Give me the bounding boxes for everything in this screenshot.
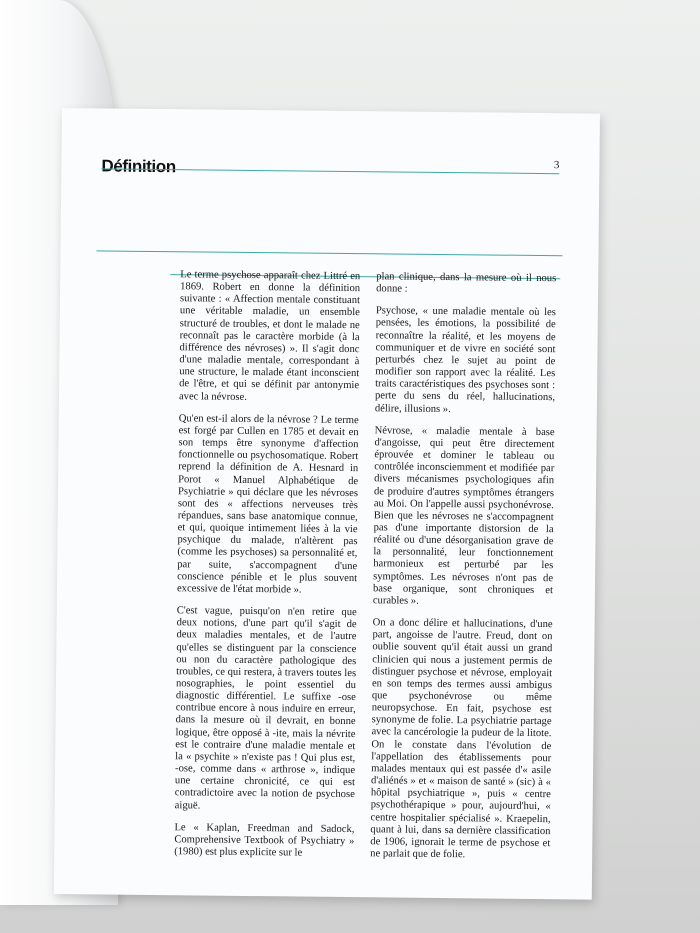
paragraph: plan clinique, dans la mesure où il nous donne : bbox=[376, 271, 557, 295]
paragraph: Qu'en est-il alors de la névrose ? Le terme est forgé par Cullen en 1785 et devait en son temps être synonyme d'affection fonctionnelle ou psychosomatique. Robert reprend la définition de A. Hesnard in Porot « Manuel Alphabétique de Psychiatrie » qui déclare que les névroses sont des « affections nerveuses très répandues, sans base anatomique connue, et qui, quoique intimement liées à la vie psychique du malade, n'altèrent pas (comme les psychoses) sa personnalité et, par suite, s'accompagnent d'une conscience pénible et le plus souvent excessive de l'état morbide ». bbox=[176, 412, 359, 596]
paragraph: Le « Kaplan, Freedman and Sadock, Comprehensive Textbook of Psychiatry » (1980) est plus explicite sur le bbox=[174, 821, 355, 859]
right-column bbox=[370, 271, 556, 872]
paragraph: Psychose, « une maladie mentale où les pensées, les émotions, la possibilité de reconnaître la réalité, et les moyens de communiquer et de vivre en société sont perturbés chez le sujet au point de modifier son rapport avec la réalité. Les traits caractéristiques des psychoses sont : perte du sens du réel, hallucinations, délire, illusions ». bbox=[374, 305, 556, 415]
paragraph: Névrose, « maladie mentale à base d'angoisse, qui peut être directement éprouvée et dominer le tableau ou contrôlée inconsciemment et modifiée par divers mécanismes psychologiques afin de produire d'autres symptômes étrangers au Moi. On l'appelle aussi psychonévrose. Bien que les névroses ne s'accompagnent pas d'une importante distorsion de la réalité ou d'une désorganisation grave de la personnalité, leur fonctionnement harmonieux est perturbé par les symptômes. Les névroses n'ont pas de base organique, sont chroniques et curables ». bbox=[372, 425, 555, 607]
page-title: Définition bbox=[101, 156, 176, 177]
section-rule bbox=[97, 250, 563, 256]
paragraph: On a donc délire et hallucinations, d'une part, angoisse de l'autre. Freud, dont on oublie souvent qu'il était aussi un grand clinicien qui nous a justement permis de distinguer psychose et névrose, employait en son temps des termes aussi ambigus que psychonévrose ou même neuropsychose. En fait, psychose est synonyme de folie. La psychiatrie partage avec la cancérologie la pudeur de la litote. On le constate dans l'évolution de l'appellation des établissements pour malades mentaux qui est passée d'« asile d'aliénés » et « maison de santé » (sic) à « hôpital psychiatrique », puis « centre psychothérapique » pour, aujourd'hui, « centre hospitalier spécialisé ». Kraepelin, quant à lui, dans sa dernière classification de 1906, ignorait le terme de psychose et ne parlait que de folie. bbox=[370, 617, 553, 861]
paragraph: C'est vague, puisqu'on n'en retire que deux notions, d'une part qu'il s'agit de deux maladies mentales, et de l'autre qu'elles se distinguent par la conscience ou non du caractère pathologique des troubles, ce qui restera, à travers toutes les nosographies, le point essentiel du diagnostic différentiel. Le suffixe -ose contribue encore à nous induire en erreur, dans la mesure où il devrait, en bonne logique, être opposé à -ite, mais la névrite est le contraire d'une maladie mentale et la « psychite » n'existe pas ! Qui plus est, -ose, comme dans « arthrose », indique une certaine chronicité, ce qui est contradictoire avec la notion de psychose aiguë. bbox=[174, 605, 357, 812]
page-number: 3 bbox=[553, 159, 560, 172]
paragraph: Le terme psychose apparaît chez Littré en 1869. Robert en donne la définition suivante : « Affection mentale constituant une véritable maladie, un ensemble structuré de troubles, et dont le malade ne reconnaît pas le caractère morbide (à la différence des névroses) ». Il s'agit donc d'une maladie mentale, correspondant à une structure, le malade étant inconscient de l'être, et qui se définit par antonymie avec la névrose. bbox=[178, 269, 361, 403]
book-page bbox=[54, 108, 600, 900]
left-column bbox=[174, 269, 360, 870]
